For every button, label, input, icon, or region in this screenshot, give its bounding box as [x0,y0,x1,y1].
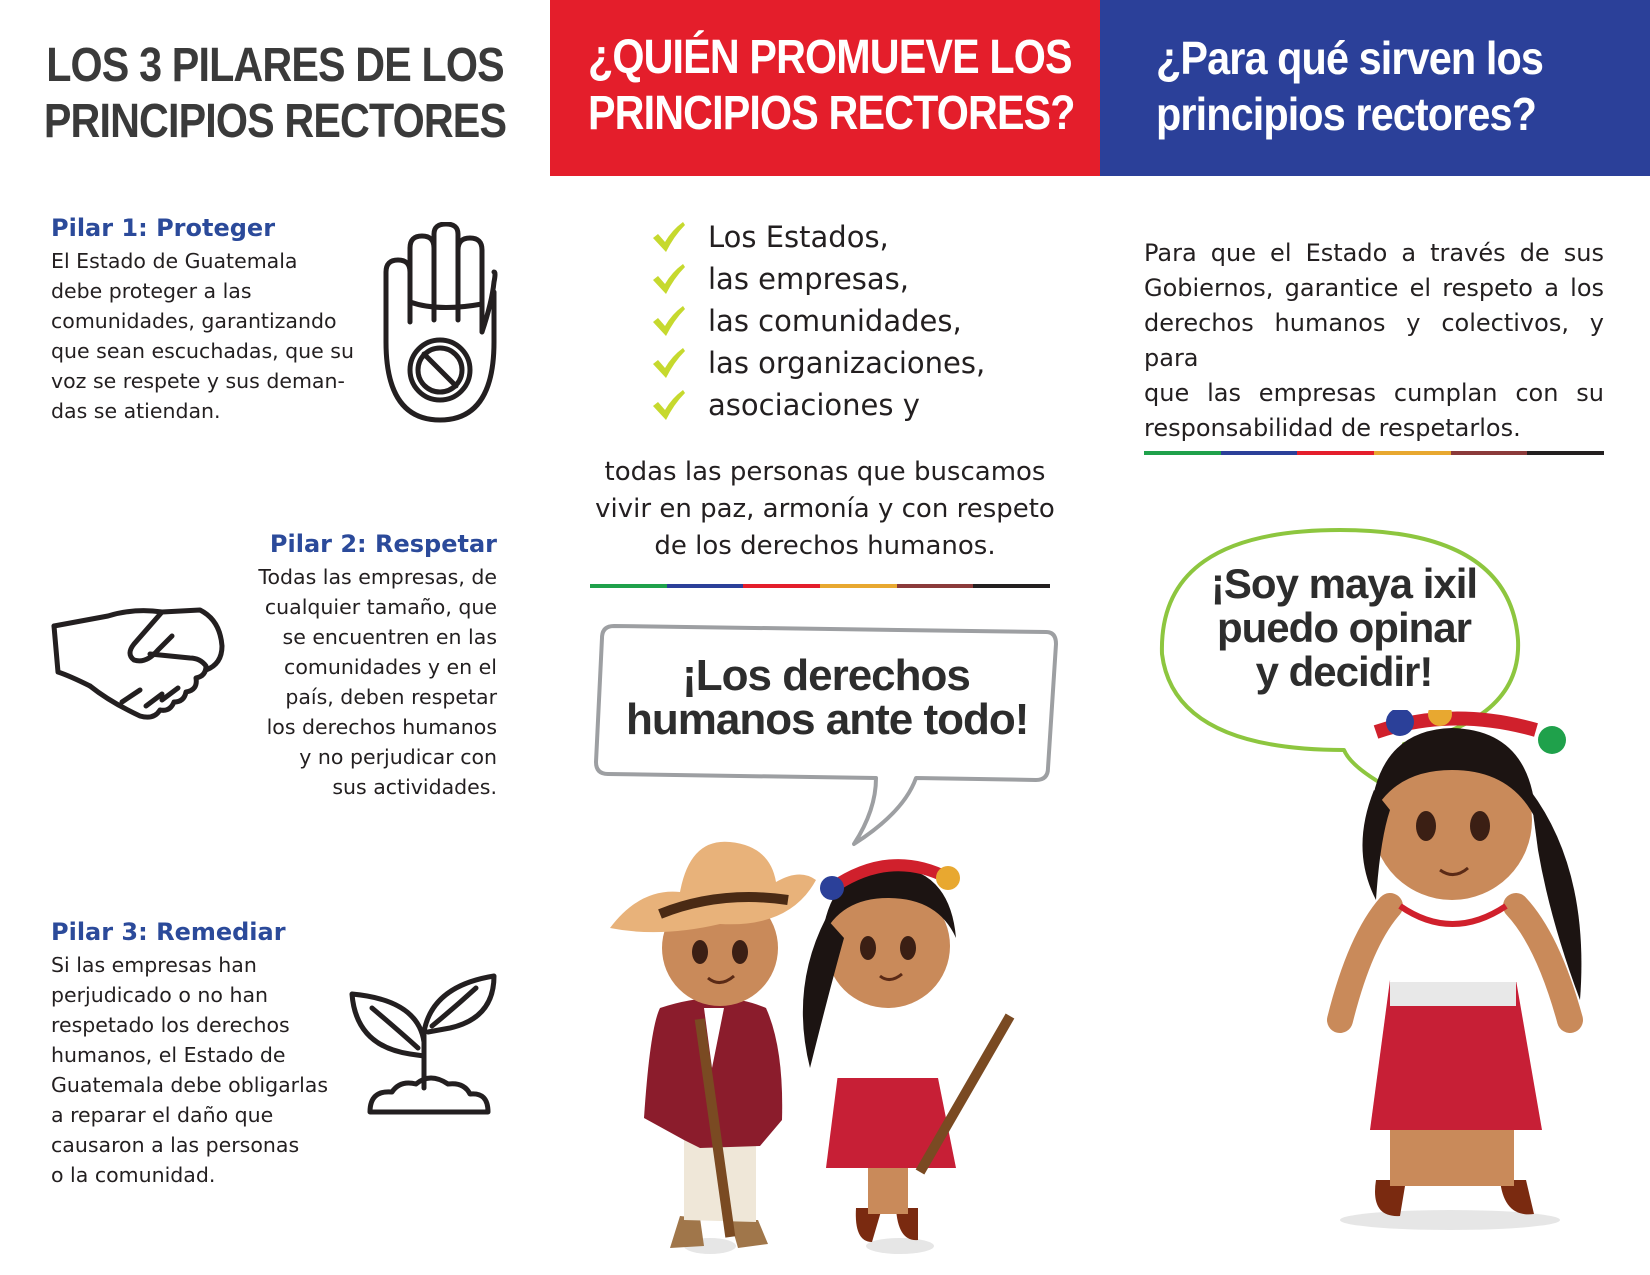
pillars-title [39,38,512,150]
pillars-title-line2: PRINCIPIOS RECTORES [43,95,507,148]
maya-children-illustration [600,828,1040,1258]
purpose-paragraph: Para que el Estado a través de sus Gobiernos, garantice el respeto a los derechos humanos y colectivos, y para que las empresas cumplan con su responsabilidad de respetarlos. [1144,239,1604,442]
pillar-1-title: Pilar 1: Proteger [51,214,276,242]
checklist-label: Los Estados, [708,220,889,254]
list-item [650,342,985,384]
checklist-label: asociaciones y [708,388,920,422]
what-for-title [1156,30,1543,142]
pillars-header [0,0,550,176]
color-stripe-divider [1144,451,1604,455]
pillars-title-line1: LOS 3 PILARES DE LOS [46,39,504,92]
checklist-label: las comunidades, [708,304,962,338]
list-item [650,300,985,342]
what-for-title-line2: principios rectores? [1156,88,1537,140]
checkmark-icon [650,220,686,254]
what-for-header [1100,0,1650,176]
bubble-line2: humanos ante todo! [626,695,1029,744]
promoters-checklist [650,216,985,426]
checkmark-icon [650,262,686,296]
panel-pillars [0,0,550,1275]
promoters-closing-text: todas las personas que buscamos vivir en paz, armonía y con respeto de los derechos humanos. [595,457,1055,561]
sprout-plant-icon [348,972,500,1116]
list-item [650,216,985,258]
bubble-line1: ¡Soy maya ixil [1210,560,1478,607]
pillar-2-text: Todas las empresas, de cualquier tamaño, que se encuentren en las comunidades y en el país, deben respetar los derechos humanos y no perjudicar con sus actividades. [258,565,497,799]
handshake-icon [50,606,226,722]
who-promotes-header [550,0,1100,176]
pillar-3-text: Si las empresas han perjudicado o no han respetado los derechos humanos, el Estado de Guatemala debe obligarlas a reparar el daño que causaron a las personas o la comunidad. [51,953,329,1187]
checkmark-icon [650,388,686,422]
checklist-label: las organizaciones, [708,346,986,380]
who-promotes-title-line1: ¿QUIÉN PROMUEVE LOS [588,31,1072,84]
bubble-line1: ¡Los derechos [682,651,970,700]
pillar-1-text: El Estado de Guatemala debe proteger a las comunidades, garantizando que sean escuchadas, que su voz se respete y sus deman- das se atiendan. [51,249,354,423]
panel-what-for [1100,0,1650,1275]
checkmark-icon [650,346,686,380]
bubble-line2: puedo opinar [1217,604,1471,651]
who-promotes-title [588,30,1075,142]
list-item [650,384,985,426]
panel-who-promotes [550,0,1100,1275]
speech-bubble-text [1196,562,1492,694]
pillar-2-title: Pilar 2: Respetar [269,530,497,558]
what-for-title-line1: ¿Para qué sirven los [1156,32,1543,84]
who-promotes-title-line2: PRINCIPIOS RECTORES? [588,87,1075,140]
checkmark-icon [650,304,686,338]
pillar-3-title: Pilar 3: Remediar [51,918,286,946]
maya-ixil-girl-illustration [1280,710,1620,1234]
bubble-line3: y decidir! [1255,648,1433,695]
list-item [650,258,985,300]
raised-hand-stop-icon [378,222,502,424]
speech-bubble-text [626,651,1029,744]
color-stripe-divider [590,584,1050,588]
checklist-label: las empresas, [708,262,909,296]
